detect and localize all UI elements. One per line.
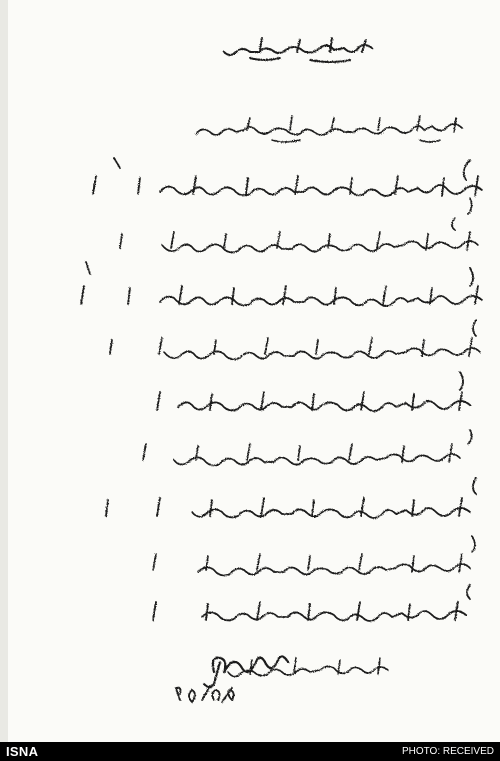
handwritten-line-3 bbox=[120, 198, 478, 252]
handwritten-line-2 bbox=[93, 158, 482, 196]
binding-shadow bbox=[0, 0, 8, 742]
handwritten-line-10 bbox=[153, 585, 470, 621]
handwritten-line-4 bbox=[81, 262, 482, 306]
photo-footer-bar bbox=[0, 742, 500, 761]
photo-credit: PHOTO: RECEIVED bbox=[401, 746, 494, 757]
agency-logo: ISNA bbox=[6, 744, 39, 759]
signature bbox=[204, 656, 288, 687]
handwritten-date bbox=[176, 686, 234, 702]
handwritten-line-6 bbox=[157, 372, 470, 411]
handwritten-line-1 bbox=[196, 116, 462, 142]
handwritten-line-bismillah bbox=[224, 38, 372, 62]
handwritten-line-7 bbox=[143, 430, 472, 465]
handwritten-line-8 bbox=[106, 478, 476, 518]
handwritten-line-5 bbox=[110, 320, 480, 359]
handwritten-line-9 bbox=[153, 536, 475, 575]
